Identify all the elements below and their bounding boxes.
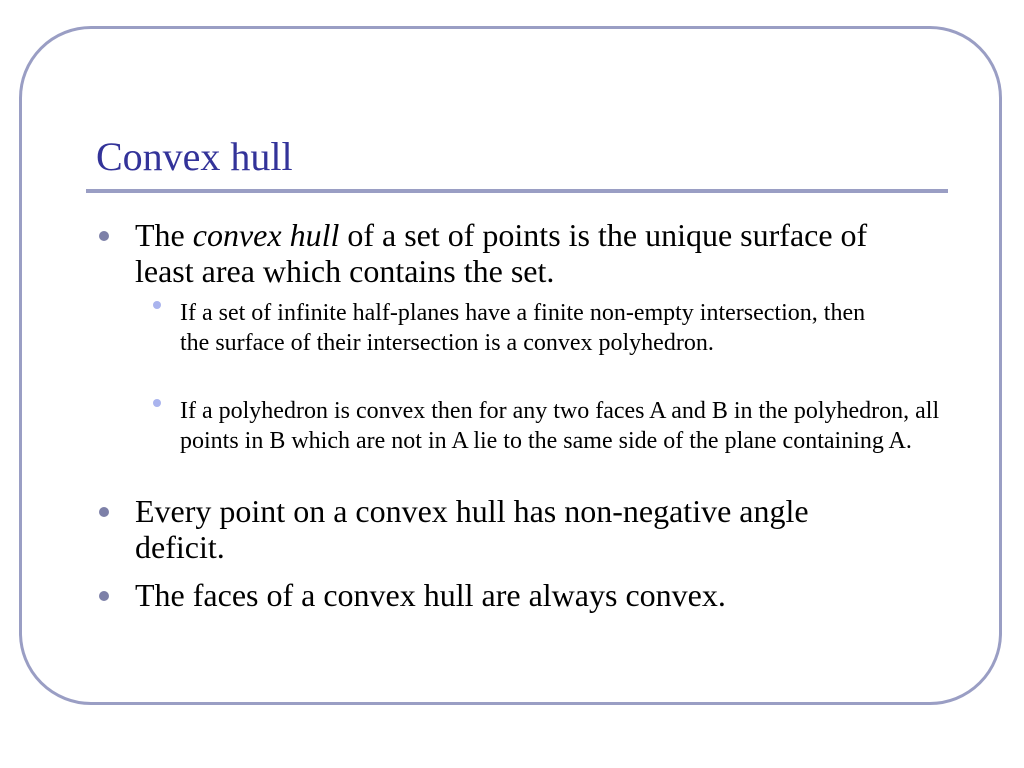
bullet-item [135, 217, 895, 289]
sub-bullet-dot-icon [153, 301, 161, 309]
bullet-item [135, 493, 875, 565]
bullet-text-after: of a set of points is the unique surface of least area which contains the set. [135, 217, 868, 289]
sub-bullet-text: If a set of infinite half-planes have a finite non-empty intersection, then the surface of their intersection is a convex polyhedron. [180, 300, 866, 356]
bullet-dot-icon [99, 507, 109, 517]
bullet-dot-icon [99, 231, 109, 241]
bullet-dot-icon [99, 591, 109, 601]
bullet-item [135, 577, 935, 613]
sub-bullet-item [180, 396, 940, 456]
sub-bullet-dot-icon [153, 399, 161, 407]
bullet-text-before: The [135, 217, 193, 253]
bullet-text: Every point on a convex hull has non-negative angle deficit. [135, 493, 809, 565]
bullet-text: The faces of a convex hull are always convex. [135, 577, 726, 613]
sub-bullet-item [180, 298, 870, 358]
bullet-emphasis: convex hull [192, 217, 340, 253]
sub-bullet-text: If a polyhedron is convex then for any two faces A and B in the polyhedron, all points in B which are not in A lie to the same side of the plane containing A. [180, 398, 940, 454]
title-divider [86, 189, 948, 193]
slide-title: Convex hull [96, 134, 293, 179]
